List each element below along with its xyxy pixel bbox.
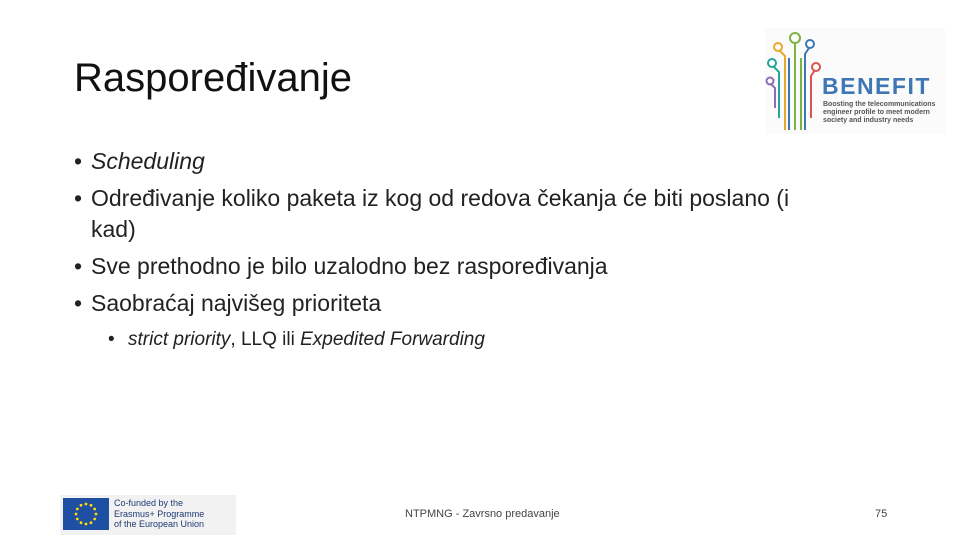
eu-line1: Co-funded by the: [114, 498, 184, 508]
logo-wordmark: BENEFIT: [822, 73, 931, 99]
eu-cofunding-badge: [60, 495, 236, 535]
bullet-text: Scheduling: [91, 148, 205, 174]
circuit-tree-icon: [765, 28, 821, 134]
bullet-importance: [74, 251, 834, 282]
sub-bullet-priority-methods: [108, 328, 834, 352]
bullet-scheduling: [74, 146, 834, 177]
bullet-definition: [74, 183, 834, 245]
sub-bullet-part1: strict priority: [128, 329, 231, 350]
bullet-text: Određivanje koliko paketa iz kog od redova čekanja će biti poslano (i kad): [91, 185, 790, 242]
slide-body: [74, 146, 834, 352]
eu-line3: of the European Union: [114, 519, 205, 529]
slide-title: Raspoređivanje: [74, 56, 352, 100]
eu-badge-text: [114, 498, 204, 530]
eu-line2: Erasmus+ Programme: [114, 508, 205, 519]
page-number: 75: [875, 508, 888, 520]
sub-bullet-part3: Expedited Forwarding: [300, 329, 485, 350]
eu-flag-icon: [63, 498, 109, 530]
footer-text: NTPMNG - Zavrsno predavanje: [405, 508, 560, 520]
bullet-text: Saobraćaj najvišeg prioriteta: [91, 290, 382, 316]
logo-tagline: Boosting the telecommunications engineer profile to meet modern society and industry needs: [823, 101, 936, 124]
bullet-priority-traffic: [74, 288, 834, 319]
bullet-text: Sve prethodno je bilo uzalodno bez raspoređivanja: [91, 253, 608, 279]
sub-bullet-part2: , LLQ ili: [230, 329, 301, 350]
benefit-logo: [765, 28, 945, 134]
